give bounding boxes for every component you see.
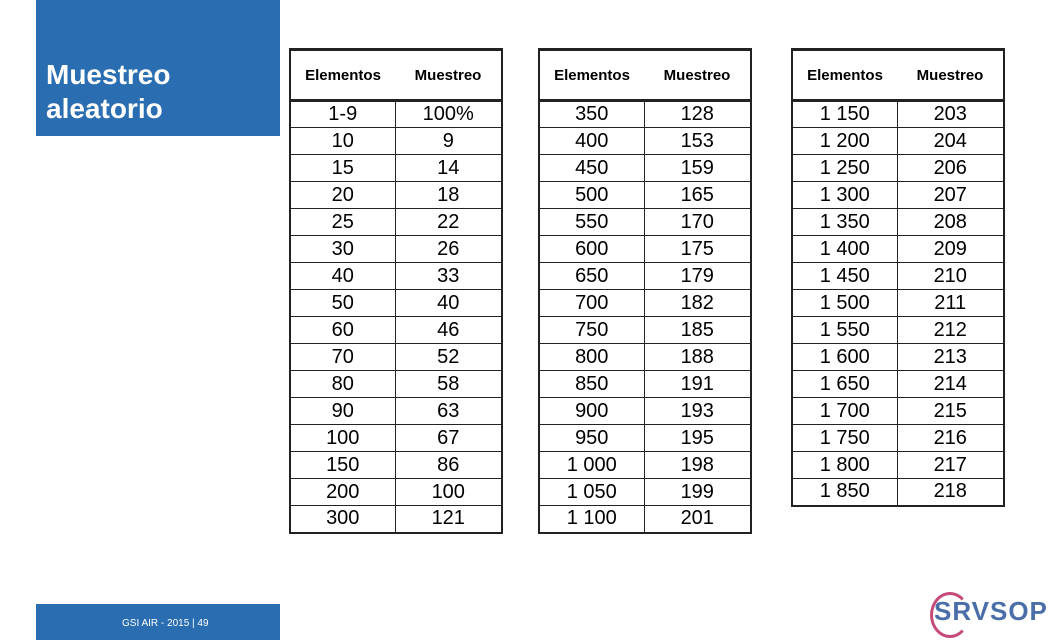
sample-table-3	[791, 48, 1005, 507]
table-row	[290, 263, 502, 290]
table-row	[539, 155, 751, 182]
header-elementos: Elementos	[290, 50, 395, 101]
table-header-row	[539, 50, 751, 101]
table-row	[539, 398, 751, 425]
cell-elementos: 80	[290, 371, 395, 398]
cell-muestreo: 216	[897, 425, 1004, 452]
table-row	[539, 425, 751, 452]
cell-muestreo: 52	[395, 344, 502, 371]
cell-elementos: 750	[539, 317, 644, 344]
cell-muestreo: 26	[395, 236, 502, 263]
table-row	[792, 209, 1004, 236]
header-elementos: Elementos	[792, 50, 897, 101]
cell-muestreo: 195	[644, 425, 751, 452]
cell-elementos: 600	[539, 236, 644, 263]
cell-elementos: 60	[290, 317, 395, 344]
table-row	[792, 425, 1004, 452]
table-row	[539, 290, 751, 317]
table-row	[539, 236, 751, 263]
table-row	[792, 236, 1004, 263]
cell-elementos: 200	[290, 479, 395, 506]
cell-muestreo: 201	[644, 506, 751, 533]
table-row	[539, 182, 751, 209]
cell-elementos: 1 650	[792, 371, 897, 398]
table-row	[792, 344, 1004, 371]
cell-elementos: 1 150	[792, 101, 897, 128]
table-row	[539, 479, 751, 506]
cell-elementos: 30	[290, 236, 395, 263]
table-row	[539, 209, 751, 236]
cell-elementos: 850	[539, 371, 644, 398]
cell-elementos: 1 750	[792, 425, 897, 452]
table-row	[792, 398, 1004, 425]
cell-elementos: 800	[539, 344, 644, 371]
cell-muestreo: 22	[395, 209, 502, 236]
cell-elementos: 1 000	[539, 452, 644, 479]
cell-muestreo: 208	[897, 209, 1004, 236]
cell-muestreo: 209	[897, 236, 1004, 263]
table-row	[792, 452, 1004, 479]
table-row	[290, 209, 502, 236]
cell-muestreo: 207	[897, 182, 1004, 209]
cell-elementos: 1-9	[290, 101, 395, 128]
cell-muestreo: 165	[644, 182, 751, 209]
cell-elementos: 150	[290, 452, 395, 479]
cell-elementos: 25	[290, 209, 395, 236]
table-header-row	[290, 50, 502, 101]
cell-elementos: 100	[290, 425, 395, 452]
cell-muestreo: 100	[395, 479, 502, 506]
cell-muestreo: 14	[395, 155, 502, 182]
cell-muestreo: 211	[897, 290, 1004, 317]
table-row	[792, 290, 1004, 317]
table-row	[290, 371, 502, 398]
cell-muestreo: 46	[395, 317, 502, 344]
cell-elementos: 400	[539, 128, 644, 155]
sample-table-2	[538, 48, 752, 534]
table-header-row	[792, 50, 1004, 101]
cell-elementos: 20	[290, 182, 395, 209]
cell-muestreo: 18	[395, 182, 502, 209]
table-row	[290, 398, 502, 425]
table-row	[290, 182, 502, 209]
cell-elementos: 1 600	[792, 344, 897, 371]
cell-muestreo: 214	[897, 371, 1004, 398]
cell-muestreo: 213	[897, 344, 1004, 371]
cell-muestreo: 212	[897, 317, 1004, 344]
table-row	[792, 371, 1004, 398]
table-row	[792, 155, 1004, 182]
cell-elementos: 70	[290, 344, 395, 371]
cell-elementos: 1 500	[792, 290, 897, 317]
cell-muestreo: 175	[644, 236, 751, 263]
cell-muestreo: 67	[395, 425, 502, 452]
cell-elementos: 1 200	[792, 128, 897, 155]
cell-elementos: 1 800	[792, 452, 897, 479]
cell-muestreo: 204	[897, 128, 1004, 155]
cell-muestreo: 206	[897, 155, 1004, 182]
table-row	[792, 128, 1004, 155]
cell-elementos: 1 700	[792, 398, 897, 425]
footer-text: GSI AIR - 2015 | 49	[122, 618, 209, 629]
cell-muestreo: 218	[897, 479, 1004, 506]
table-row	[290, 290, 502, 317]
cell-elementos: 1 350	[792, 209, 897, 236]
slide-title: Muestreo aleatorio	[46, 59, 171, 124]
cell-muestreo: 58	[395, 371, 502, 398]
cell-elementos: 1 850	[792, 479, 897, 506]
cell-muestreo: 128	[644, 101, 751, 128]
cell-muestreo: 40	[395, 290, 502, 317]
cell-muestreo: 9	[395, 128, 502, 155]
table-row	[539, 371, 751, 398]
table-row	[290, 452, 502, 479]
cell-muestreo: 191	[644, 371, 751, 398]
cell-elementos: 1 550	[792, 317, 897, 344]
cell-elementos: 50	[290, 290, 395, 317]
table-row	[290, 155, 502, 182]
cell-muestreo: 170	[644, 209, 751, 236]
cell-elementos: 1 400	[792, 236, 897, 263]
table-row	[290, 506, 502, 533]
cell-muestreo: 203	[897, 101, 1004, 128]
cell-elementos: 450	[539, 155, 644, 182]
cell-muestreo: 179	[644, 263, 751, 290]
footer-bar	[36, 604, 280, 640]
header-elementos: Elementos	[539, 50, 644, 101]
cell-elementos: 10	[290, 128, 395, 155]
table-row	[792, 263, 1004, 290]
cell-muestreo: 33	[395, 263, 502, 290]
cell-elementos: 15	[290, 155, 395, 182]
cell-muestreo: 198	[644, 452, 751, 479]
cell-elementos: 950	[539, 425, 644, 452]
cell-muestreo: 182	[644, 290, 751, 317]
table-row	[792, 317, 1004, 344]
cell-elementos: 550	[539, 209, 644, 236]
cell-muestreo: 199	[644, 479, 751, 506]
cell-muestreo: 185	[644, 317, 751, 344]
table-row	[539, 128, 751, 155]
cell-muestreo: 100%	[395, 101, 502, 128]
cell-elementos: 1 450	[792, 263, 897, 290]
cell-muestreo: 217	[897, 452, 1004, 479]
table-row	[539, 452, 751, 479]
sample-table-1	[289, 48, 503, 534]
cell-elementos: 1 050	[539, 479, 644, 506]
table-row	[792, 182, 1004, 209]
cell-elementos: 700	[539, 290, 644, 317]
table-row	[290, 101, 502, 128]
cell-muestreo: 86	[395, 452, 502, 479]
cell-muestreo: 121	[395, 506, 502, 533]
cell-muestreo: 188	[644, 344, 751, 371]
cell-elementos: 900	[539, 398, 644, 425]
title-panel	[36, 0, 280, 136]
header-muestreo: Muestreo	[644, 50, 751, 101]
logo-text: SRVSOP	[934, 596, 1048, 626]
cell-elementos: 650	[539, 263, 644, 290]
cell-elementos: 40	[290, 263, 395, 290]
table-row	[290, 236, 502, 263]
table-row	[290, 425, 502, 452]
table-row	[290, 479, 502, 506]
header-muestreo: Muestreo	[395, 50, 502, 101]
header-muestreo: Muestreo	[897, 50, 1004, 101]
cell-muestreo: 153	[644, 128, 751, 155]
cell-muestreo: 210	[897, 263, 1004, 290]
cell-elementos: 350	[539, 101, 644, 128]
table-row	[792, 101, 1004, 128]
table-row	[539, 101, 751, 128]
table-row	[539, 506, 751, 533]
table-row	[290, 128, 502, 155]
cell-muestreo: 159	[644, 155, 751, 182]
table-row	[539, 263, 751, 290]
cell-elementos: 500	[539, 182, 644, 209]
cell-elementos: 300	[290, 506, 395, 533]
cell-muestreo: 215	[897, 398, 1004, 425]
cell-muestreo: 63	[395, 398, 502, 425]
cell-elementos: 90	[290, 398, 395, 425]
table-row	[792, 479, 1004, 506]
cell-muestreo: 193	[644, 398, 751, 425]
table-row	[539, 317, 751, 344]
srvsop-logo	[930, 592, 1048, 640]
table-row	[539, 344, 751, 371]
cell-elementos: 1 250	[792, 155, 897, 182]
table-row	[290, 344, 502, 371]
cell-elementos: 1 300	[792, 182, 897, 209]
table-row	[290, 317, 502, 344]
cell-elementos: 1 100	[539, 506, 644, 533]
